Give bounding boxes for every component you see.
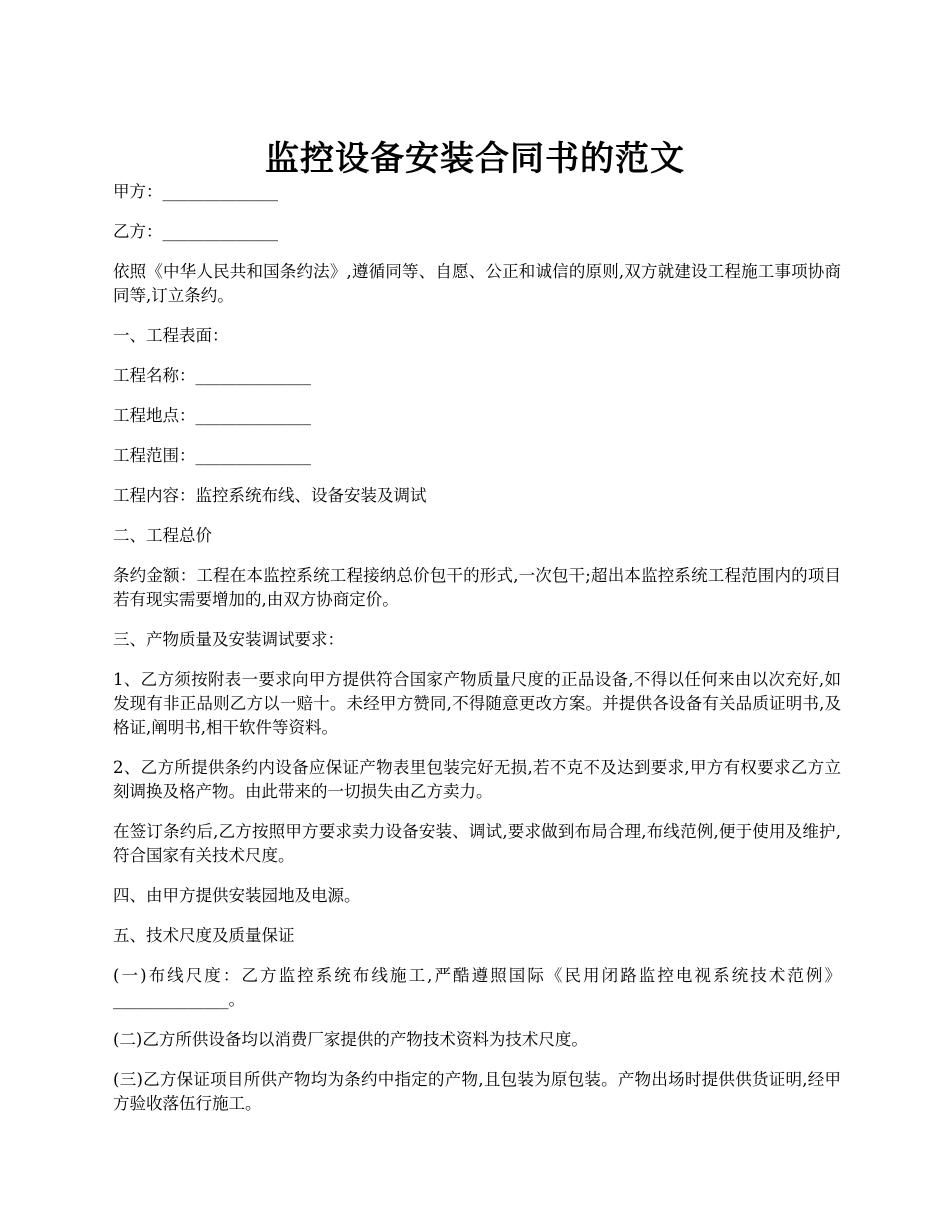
section-heading-site-power: 四、由甲方提供安装园地及电源。	[113, 886, 361, 905]
contract-amount-paragraph: 条约金额：工程在本监控系统工程接纳总价包干的形式,一次包干;超出本监控系统工程范围内的项目若有现实需要增加的,由双方协商定价。	[113, 566, 841, 609]
section-heading-standards: 五、技术尺度及质量保证	[113, 926, 295, 945]
section-heading-project: 一、工程表面：	[113, 326, 229, 345]
quality-clause-2: 2、乙方所提供条约内设备应保证产物表里包装完好无损,若不克不及达到要求,甲方有权要求乙方立刻调换及格产物。由此带来的一切损失由乙方卖力。	[113, 758, 841, 801]
project-content-line: 工程内容：监控系统布线、设备安装及调试	[113, 486, 427, 505]
quality-clause-1: 1、乙方须按附表一要求向甲方提供符合国家产物质量尺度的正品设备,不得以任何来由以次充好,如发现有非正品则乙方以一赔十。未经甲方赞同,不得随意更改方案。并提供各设备有关品质证明书,及格证,阐明书,相干软件等资料。	[113, 670, 841, 737]
project-scope-line: 工程范围：______________	[113, 446, 311, 465]
section-heading-total-price: 二、工程总价	[113, 526, 212, 545]
party-a-line: 甲方：______________	[113, 182, 278, 201]
document-body	[113, 180, 841, 1132]
installation-paragraph: 在签订条约后,乙方按照甲方要求卖力设备安装、调试,要求做到布局合理,布线范例,便于使用及维护,符合国家有关技术尺度。	[113, 822, 841, 865]
standards-clause-3: (三)乙方保证项目所供产物均为条约中指定的产物,且包装为原包装。产物出场时提供供货证明,经甲方验收落伍行施工。	[113, 1070, 841, 1113]
standards-clause-1: (一)布线尺度：乙方监控系统布线施工,严酷遵照国际《民用闭路监控电视系统技术范例》______________。	[113, 966, 841, 1009]
section-heading-quality: 三、产物质量及安装调试要求：	[113, 630, 344, 649]
standards-clause-2: (二)乙方所供设备均以消费厂家提供的产物技术资料为技术尺度。	[113, 1030, 588, 1049]
project-location-line: 工程地点：______________	[113, 406, 311, 425]
party-b-line: 乙方：______________	[113, 222, 278, 241]
preamble-paragraph: 依照《中华人民共和国条约法》,遵循同等、自愿、公正和诚信的原则,双方就建设工程施工事项协商同等,订立条约。	[113, 262, 841, 305]
document-title: 监控设备安装合同书的范文	[265, 138, 685, 179]
project-name-line: 工程名称：______________	[113, 366, 311, 385]
